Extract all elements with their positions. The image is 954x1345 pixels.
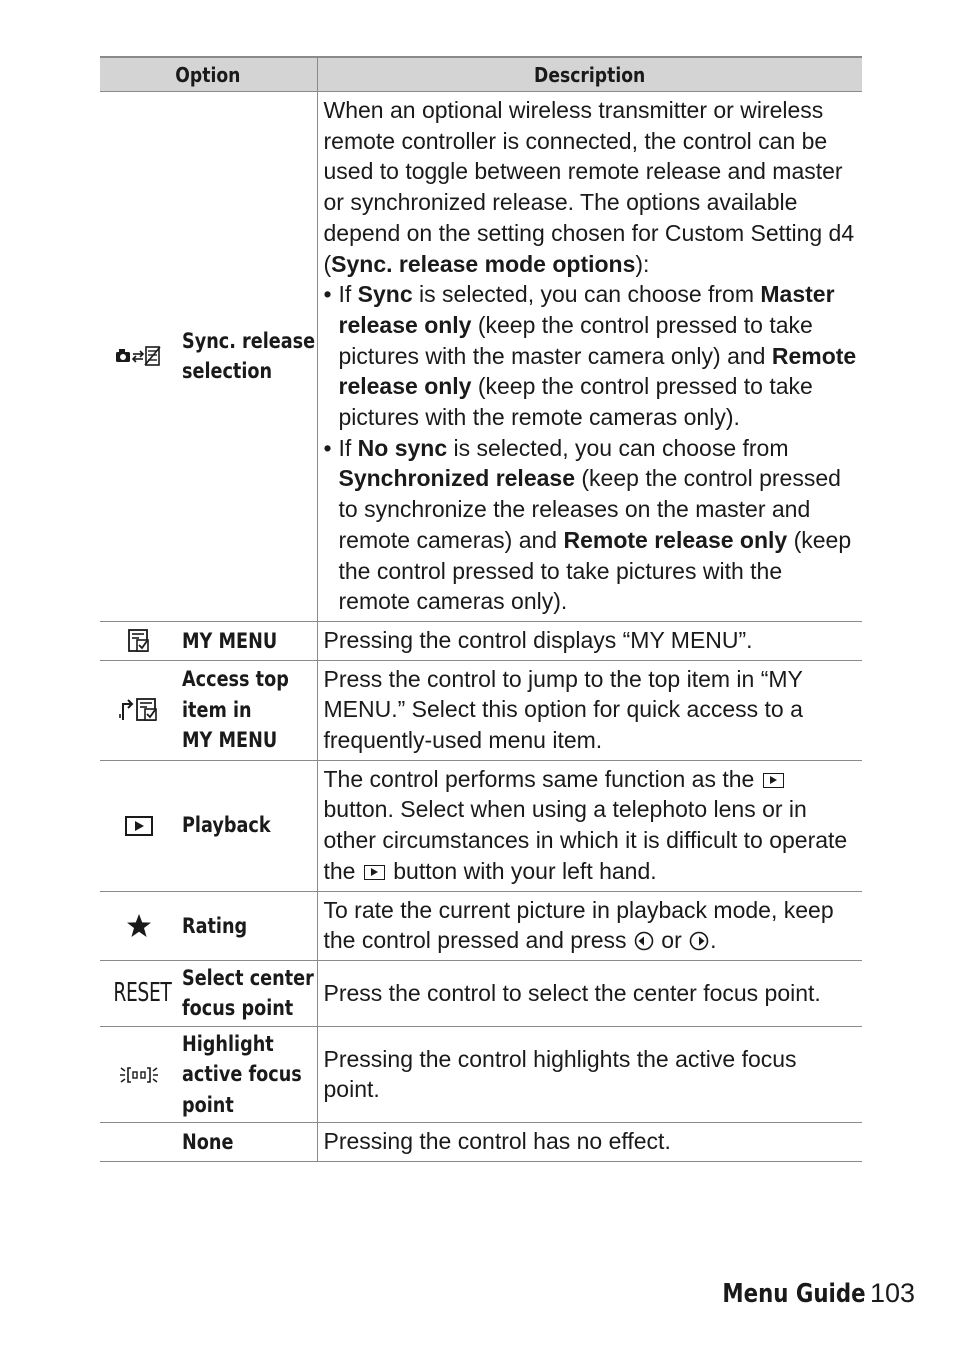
table-row (100, 760, 862, 891)
description-cell (317, 960, 862, 1026)
icon-cell (100, 92, 176, 622)
desc-text: Press the control to jump to the top item in “MY MENU.” Select this option for quick access to a frequently-used menu item. (323, 665, 803, 754)
section-title: Menu Guide (722, 1279, 866, 1309)
desc-bold-text: Sync (357, 281, 413, 308)
bullet-dot: • (323, 434, 332, 461)
table-header-row (100, 57, 862, 92)
desc-text: (keep the control pressed to synchronize the releases on the master and remote cameras) and (338, 465, 841, 553)
desc-bold-text: No sync (357, 434, 448, 461)
desc-text: (keep the control pressed to take pictures with the remote cameras only). (338, 373, 813, 431)
access-top-my-menu-icon (117, 696, 161, 724)
page-footer (691, 1278, 915, 1309)
desc-text: button with your left hand. (386, 857, 657, 884)
option-name-line: MY MENU (182, 728, 278, 753)
description-cell (317, 660, 862, 760)
bullet-item (324, 279, 859, 433)
description-cell (317, 1026, 862, 1123)
description-cell (317, 760, 862, 891)
sync-release-icon (115, 343, 163, 369)
playback-button-icon (364, 865, 385, 880)
desc-text: Pressing the control highlights the active focus point. (323, 1045, 797, 1103)
options-table (100, 56, 862, 1162)
desc-text: Pressing the control displays “MY MENU”. (323, 626, 753, 653)
desc-text: Press the control to select the center focus point. (323, 979, 821, 1006)
table-row (100, 891, 862, 960)
option-name-cell (176, 891, 317, 960)
option-name-cell (176, 1123, 317, 1162)
table-row (100, 1026, 862, 1123)
description-cell (317, 621, 862, 660)
desc-text: To rate the current picture in playback mode, keep the control pressed and press (323, 896, 834, 954)
option-name-line: Playback (182, 813, 271, 838)
multi-selector-right-icon (689, 931, 709, 951)
table-row (100, 621, 862, 660)
option-name-line: focus point (182, 996, 294, 1021)
table-row (100, 660, 862, 760)
option-name-line: selection (182, 359, 273, 384)
desc-bold-text: Remote release only (563, 526, 788, 553)
desc-text: (keep the control pressed to take pictures with the remote cameras only). (338, 526, 852, 615)
page-number: 103 (869, 1278, 915, 1308)
reset-icon: RESET (113, 978, 172, 1009)
multi-selector-left-icon (634, 931, 654, 951)
icon-cell (100, 960, 176, 1026)
option-name-line: Access top (182, 667, 289, 692)
desc-bold-text: Sync. release mode options (331, 250, 636, 277)
description-cell (317, 92, 862, 622)
desc-text: or (654, 927, 689, 954)
option-name-line: item in (182, 697, 252, 722)
icon-cell (100, 1026, 176, 1123)
icon-cell (100, 1123, 176, 1162)
desc-text: If (338, 434, 358, 461)
desc-text: is selected, you can choose from (412, 281, 761, 308)
option-name-cell (176, 960, 317, 1026)
bullet-item (324, 433, 859, 617)
desc-text: is selected, you can choose from (447, 434, 789, 461)
playback-icon (124, 815, 154, 837)
table-row (100, 92, 862, 622)
description-column-header: Description (317, 57, 862, 92)
option-name-line: point (182, 1092, 234, 1117)
desc-text: button. Select when using a telephoto lens or in other circumstances in which it is difficult to operate the (323, 796, 848, 884)
my-menu-icon (126, 628, 152, 654)
desc-bold-text: Synchronized release (338, 465, 575, 492)
option-name-line: MY MENU (182, 628, 278, 653)
option-name-cell (176, 92, 317, 622)
icon-cell (100, 760, 176, 891)
desc-text: (keep the control pressed to take pictures with the master camera only) and (338, 311, 813, 369)
desc-text: If (338, 281, 358, 308)
option-name-cell (176, 660, 317, 760)
desc-text: ): (635, 250, 650, 277)
highlight-focus-point-icon (120, 1063, 158, 1087)
desc-text: Pressing the control has no effect. (323, 1128, 671, 1155)
option-name-line: Sync. release (182, 328, 316, 353)
option-name-cell (176, 760, 317, 891)
option-name-line: Rating (182, 913, 248, 938)
option-name-line: None (182, 1130, 234, 1155)
desc-text: When an optional wireless transmitter or wireless remote controller is connected, the control can be used to toggle between remote release and master or synchronized release. The options available depend on the setting chosen for Custom Setting d4 ( (323, 97, 855, 277)
playback-button-icon (763, 773, 784, 788)
table-row (100, 1123, 862, 1162)
desc-bold-text: Master release only (338, 281, 835, 338)
desc-bold-text: Remote release only (338, 342, 857, 400)
description-cell (317, 891, 862, 960)
option-column-header: Option (100, 57, 317, 92)
desc-text: . (710, 927, 717, 954)
option-name-cell (176, 621, 317, 660)
option-name-cell (176, 1026, 317, 1123)
table-row (100, 960, 862, 1026)
bullet-dot: • (323, 281, 332, 308)
description-cell (317, 1123, 862, 1162)
option-name-line: active focus (182, 1062, 302, 1087)
desc-text: The control performs same function as the (323, 765, 761, 792)
icon-cell (100, 891, 176, 960)
icon-cell (100, 660, 176, 760)
star-icon (126, 913, 152, 939)
option-name-line: Select center (182, 965, 314, 990)
option-name-line: Highlight (182, 1031, 274, 1056)
icon-cell (100, 621, 176, 660)
